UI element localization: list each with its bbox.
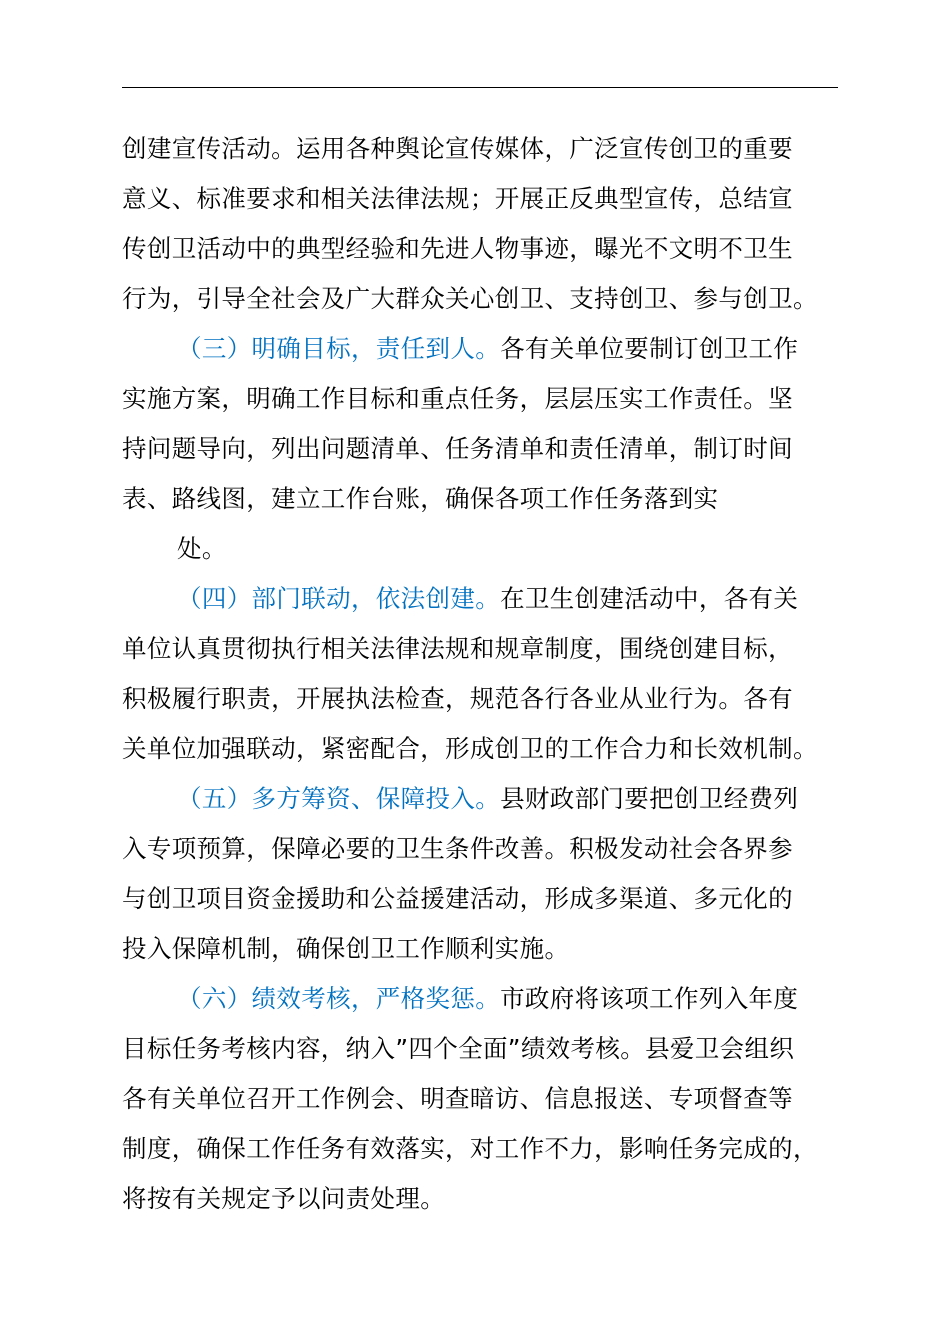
- line-text: 表、路线图，建立工作台账，确保各项工作任务落到实: [122, 484, 719, 513]
- text-line: [122, 624, 840, 674]
- text-line: [122, 524, 840, 574]
- text-line: [122, 1174, 840, 1224]
- section-6-first-line: [122, 974, 840, 1024]
- text-line: [122, 674, 840, 724]
- text-line: [122, 424, 840, 474]
- line-text: 各有关单位要制订创卫工作: [500, 334, 799, 363]
- text-line: [122, 874, 840, 924]
- line-text: 将按有关规定予以问责处理。: [122, 1184, 446, 1213]
- text-line: [122, 1074, 840, 1124]
- section-4-first-line: [122, 574, 840, 624]
- line-text: 关单位加强联动，紧密配合，形成创卫的工作合力和长效机制。: [122, 734, 818, 763]
- text-line: [122, 174, 840, 224]
- text-line: [122, 724, 840, 774]
- line-text: 传创卫活动中的典型经验和先进人物事迹，曝光不文明不卫生: [122, 234, 793, 263]
- line-text: 各有关单位召开工作例会、明查暗访、信息报送、专项督查等: [122, 1084, 793, 1113]
- text-line: [122, 924, 840, 974]
- section-5-first-line: [122, 774, 840, 824]
- text-line: [122, 224, 840, 274]
- text-line: [122, 124, 840, 174]
- line-text: 与创卫项目资金援助和公益援建活动，形成多渠道、多元化的: [122, 884, 793, 913]
- line-text: 积极履行职责，开展执法检查，规范各行各业从业行为。各有: [122, 684, 793, 713]
- section-3-first-line: [122, 324, 840, 374]
- section-heading-3: （三）明确目标，责任到人。: [177, 334, 501, 363]
- document-body: [122, 124, 840, 1224]
- line-text: 行为，引导全社会及广大群众关心创卫、支持创卫、参与创卫。: [122, 284, 818, 313]
- line-text: 市政府将该项工作列入年度: [500, 984, 799, 1013]
- text-line: [122, 824, 840, 874]
- section-heading-5: （五）多方筹资、保障投入。: [177, 784, 501, 813]
- text-line: [122, 274, 840, 324]
- text-line: [122, 1124, 840, 1174]
- line-text: 意义、标准要求和相关法律法规；开展正反典型宣传，总结宣: [122, 184, 793, 213]
- line-text: 持问题导向，列出问题清单、任务清单和责任清单，制订时间: [122, 434, 793, 463]
- section-heading-4: （四）部门联动，依法创建。: [177, 584, 501, 613]
- text-line: [122, 474, 840, 524]
- line-text: 实施方案，明确工作目标和重点任务，层层压实工作责任。坚: [122, 384, 793, 413]
- line-text: 投入保障机制，确保创卫工作顺利实施。: [122, 934, 570, 963]
- line-text: 目标任务考核内容，纳入”四个全面”绩效考核。县爱卫会组织: [122, 1034, 795, 1063]
- section-heading-6: （六）绩效考核，严格奖惩。: [177, 984, 501, 1013]
- line-text: 制度，确保工作任务有效落实，对工作不力，影响任务完成的，: [122, 1134, 818, 1163]
- text-line: [122, 374, 840, 424]
- text-line: [122, 1024, 840, 1074]
- line-text: 处。: [177, 534, 227, 563]
- line-text: 县财政部门要把创卫经费列: [500, 784, 799, 813]
- line-text: 在卫生创建活动中，各有关: [500, 584, 799, 613]
- line-text: 单位认真贯彻执行相关法律法规和规章制度，围绕创建目标，: [122, 634, 793, 663]
- line-text: 入专项预算，保障必要的卫生条件改善。积极发动社会各界参: [122, 834, 793, 863]
- line-text: 创建宣传活动。运用各种舆论宣传媒体，广泛宣传创卫的重要: [122, 134, 793, 163]
- header-rule: [122, 87, 838, 88]
